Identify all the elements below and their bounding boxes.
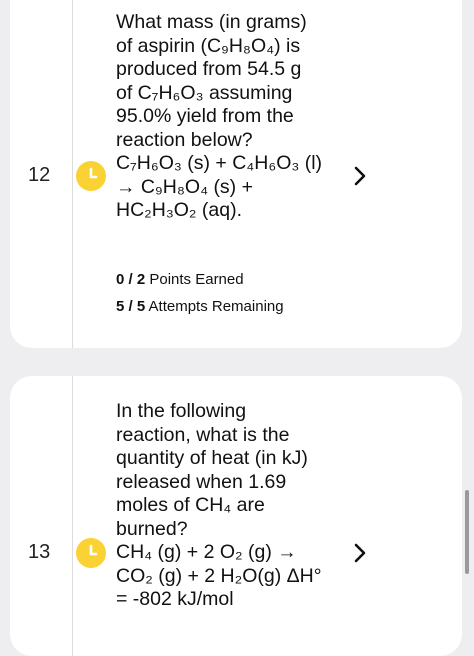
question-line: → C₉H₈O₄ (s) + [116, 175, 253, 198]
question-number: 12 [28, 164, 51, 186]
question-line: burned? [116, 517, 188, 540]
question-line: moles of CH₄ are [116, 494, 265, 516]
question-text [116, 11, 348, 223]
question-line: CO₂ (g) + 2 H₂O(g) ΔH° [116, 564, 322, 587]
question-line: What mass (in grams) [116, 11, 307, 33]
card-divider [72, 0, 73, 348]
question-text [116, 400, 348, 612]
attempts-remaining [116, 298, 284, 315]
attempts-remaining-value: 5 / 5 [116, 298, 146, 315]
clock-icon [76, 161, 106, 191]
chevron-right-icon[interactable] [349, 542, 371, 564]
points-earned-label: Points Earned [149, 271, 244, 288]
question-card-12[interactable] [10, 0, 462, 348]
scrollbar[interactable] [465, 490, 469, 574]
question-line: C₇H₆O₃ (s) + C₄H₆O₃ (l) [116, 152, 323, 174]
question-line: CH₄ (g) + 2 O₂ (g) → [116, 541, 297, 563]
question-line: produced from 54.5 g [116, 58, 302, 80]
question-line: of aspirin (C₉H₈O₄) is [116, 34, 301, 57]
question-line: reaction below? [116, 128, 253, 151]
clock-icon [76, 538, 106, 568]
question-line: released when 1.69 [116, 470, 287, 493]
question-line: reaction, what is the [116, 423, 290, 446]
attempts-remaining-label: Attempts Remaining [148, 298, 284, 315]
question-line: quantity of heat (in kJ) [116, 447, 308, 469]
question-line: 95.0% yield from the [116, 105, 294, 127]
chevron-right-icon[interactable] [349, 165, 371, 187]
question-line: = -802 kJ/mol [116, 588, 234, 610]
question-line: In the following [116, 400, 247, 422]
question-line: HC₂H₃O₂ (aq). [116, 199, 243, 221]
points-earned-value: 0 / 2 [116, 271, 146, 288]
question-card-13[interactable] [10, 376, 462, 656]
question-line: of C₇H₆O₃ assuming [116, 81, 293, 104]
question-number: 13 [28, 541, 51, 563]
card-divider [72, 376, 73, 656]
points-earned [116, 271, 244, 288]
